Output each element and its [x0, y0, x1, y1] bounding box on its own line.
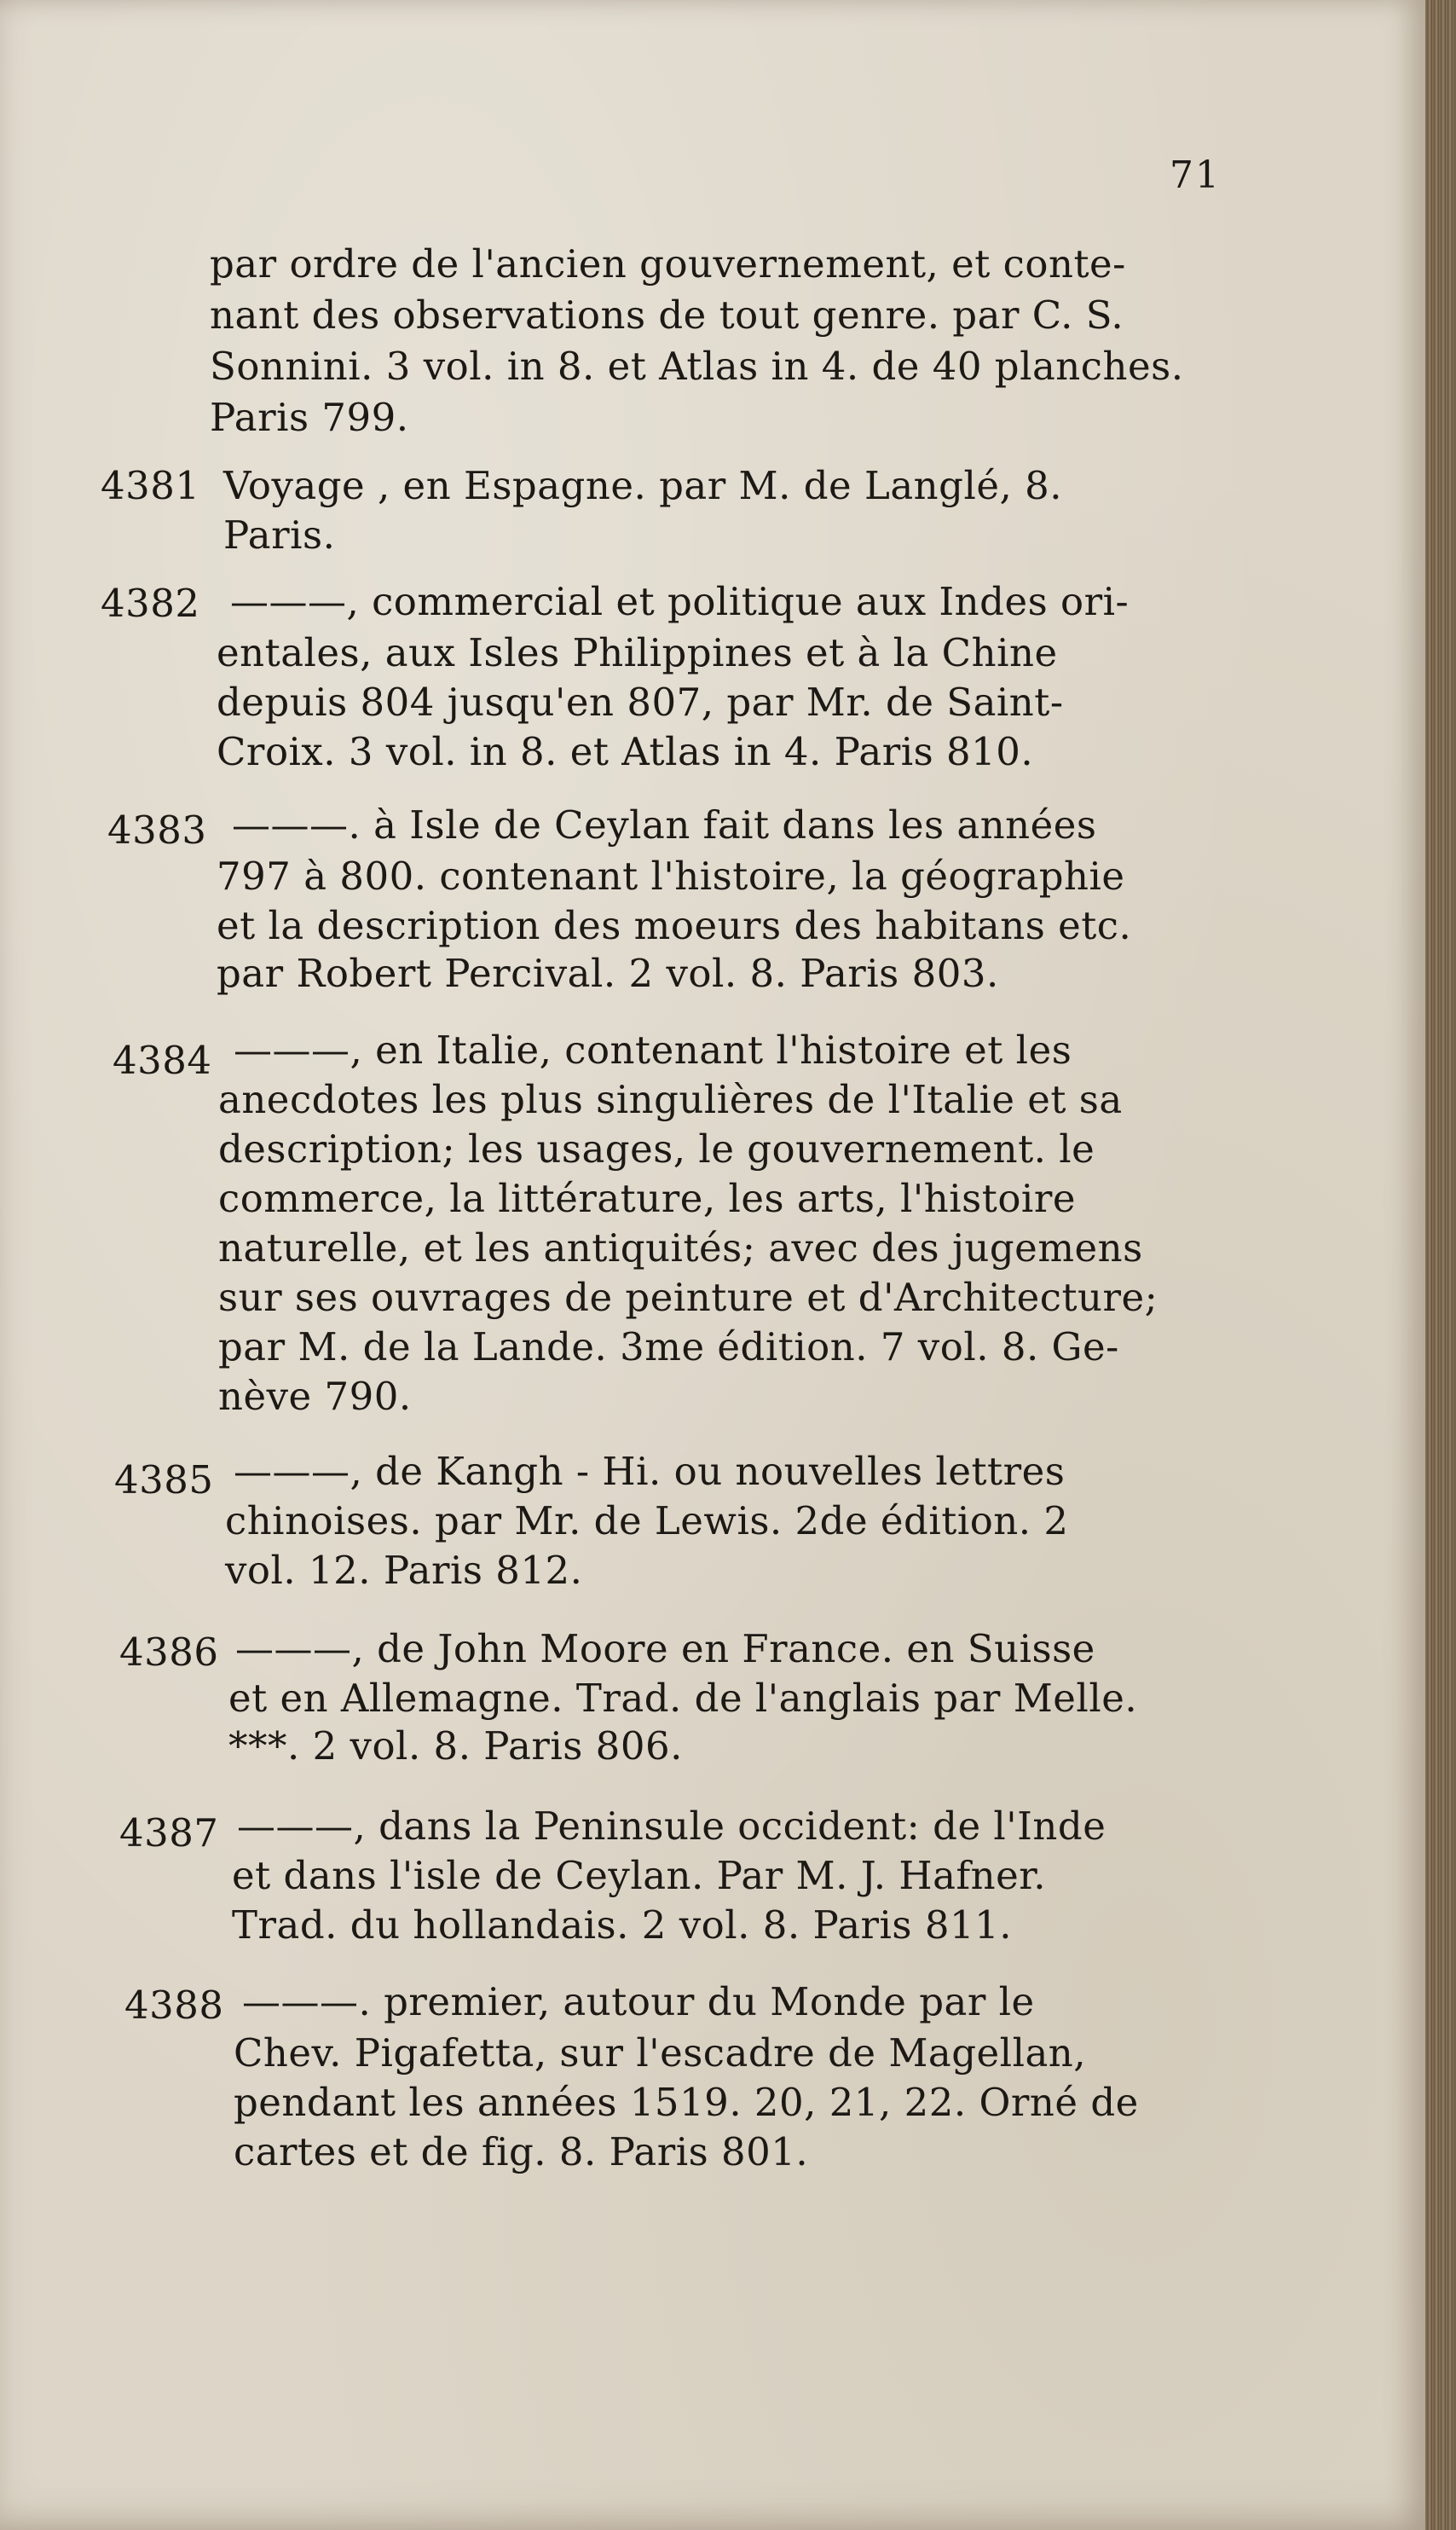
entry-line: ———. à Isle de Ceylan fait dans les années — [232, 802, 1097, 848]
entry-number: 4381 — [101, 463, 200, 508]
entry-line: chinoises. par Mr. de Lewis. 2de édition. 2 — [225, 1498, 1069, 1543]
entry-line: ***. 2 vol. 8. Paris 806. — [228, 1723, 683, 1769]
entry-line: ———, de Kangh - Hi. ou nouvelles lettres — [234, 1449, 1066, 1494]
entry-line: Trad. du hollandais. 2 vol. 8. Paris 811. — [232, 1902, 1013, 1948]
entry-number: 4387 — [119, 1810, 219, 1856]
entry-line: et la description des moeurs des habitans etc. — [217, 903, 1132, 948]
entry-line: ———, en Italie, contenant l'histoire et les — [234, 1028, 1072, 1073]
entry-number: 4385 — [114, 1457, 214, 1502]
entry-line: Voyage , en Espagne. par M. de Langlé, 8. — [223, 463, 1063, 508]
entry-number: 4384 — [113, 1038, 212, 1083]
entry-number: 4382 — [101, 581, 200, 626]
continuation-line: par ordre de l'ancien gouvernement, et conte- — [210, 241, 1126, 287]
entry-line: pendant les années 1519. 20, 21, 22. Orné de — [234, 2080, 1139, 2125]
entry-line: ———, de John Moore en France. en Suisse — [235, 1626, 1095, 1671]
entry-line: commerce, la littérature, les arts, l'histoire — [218, 1176, 1076, 1221]
entry-number: 4388 — [124, 1983, 224, 2028]
entry-line: Croix. 3 vol. in 8. et Atlas in 4. Paris 810. — [217, 729, 1034, 774]
entry-line: sur ses ouvrages de peinture et d'Architecture; — [218, 1275, 1158, 1320]
entry-line: Chev. Pigafetta, sur l'escadre de Magellan, — [234, 2030, 1087, 2076]
entry-line: ———. premier, autour du Monde par le — [242, 1979, 1035, 2024]
entry-line: nève 790. — [218, 1374, 412, 1419]
entry-line: entales, aux Isles Philippines et à la Chine — [217, 630, 1058, 675]
entry-line: et en Allemagne. Trad. de l'anglais par Melle. — [228, 1676, 1138, 1721]
entry-line: ———, dans la Peninsule occident: de l'Inde — [237, 1803, 1106, 1849]
entry-line: description; les usages, le gouvernement. le — [218, 1126, 1095, 1172]
entry-line: Paris. — [223, 512, 336, 558]
entry-line: anecdotes les plus singulières de l'Italie et sa — [218, 1077, 1123, 1122]
entry-number: 4386 — [119, 1630, 219, 1675]
entry-number: 4383 — [107, 808, 207, 853]
entry-line: cartes et de fig. 8. Paris 801. — [234, 2129, 809, 2174]
page-number: 71 — [1170, 153, 1221, 197]
entry-line: vol. 12. Paris 812. — [225, 1548, 583, 1593]
entry-line: et dans l'isle de Ceylan. Par M. J. Hafner. — [232, 1853, 1047, 1898]
entry-line: ———, commercial et politique aux Indes ori- — [230, 579, 1130, 624]
entry-line: naturelle, et les antiquités; avec des jugemens — [218, 1225, 1143, 1271]
entry-line: par M. de la Lande. 3me édition. 7 vol. 8. Ge- — [218, 1324, 1119, 1369]
continuation-line: Sonnini. 3 vol. in 8. et Atlas in 4. de 40 planches. — [210, 344, 1184, 389]
entry-line: 797 à 800. contenant l'histoire, la géographie — [217, 854, 1125, 899]
entry-line: depuis 804 jusqu'en 807, par Mr. de Saint- — [217, 680, 1064, 725]
page-edge — [1425, 0, 1456, 2530]
continuation-line: nant des observations de tout genre. par C. S. — [210, 292, 1124, 338]
continuation-line: Paris 799. — [210, 395, 409, 440]
entry-line: par Robert Percival. 2 vol. 8. Paris 803. — [217, 951, 999, 996]
